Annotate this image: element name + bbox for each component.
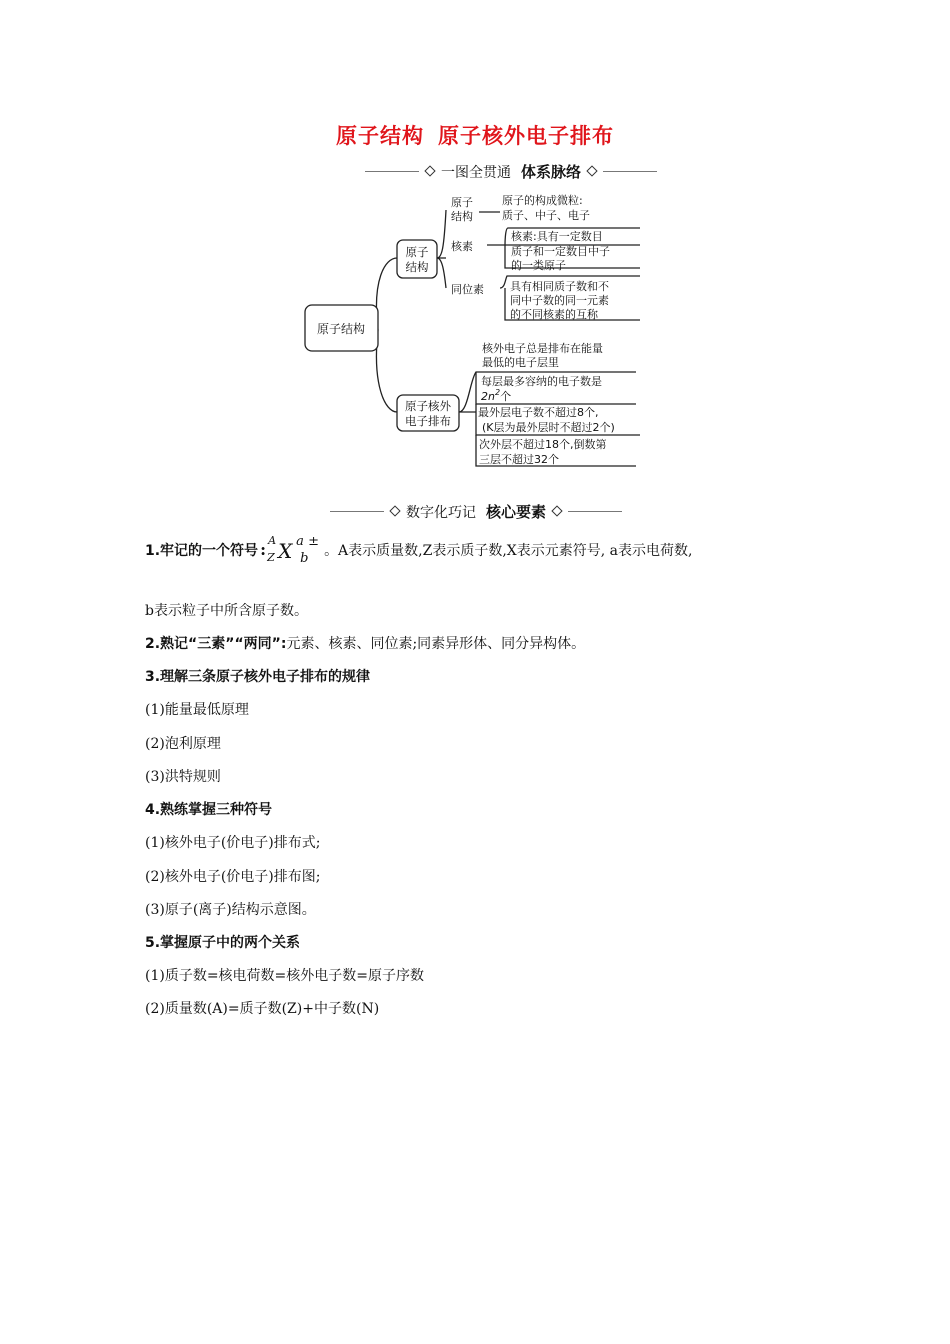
point-3-item: (1)能量最低原理 [145, 702, 249, 718]
point-5-item: (2)质量数(A)=质子数(Z)+中子数(N) [145, 1001, 380, 1017]
diamond-icon [389, 505, 400, 516]
point-text: 元素、核素、同位素;同素异形体、同分异构体。 [286, 636, 586, 652]
leaf-text: 同中子数的同一元素 [510, 294, 609, 307]
mind-map [0, 0, 950, 480]
divider-line [568, 511, 622, 512]
title-part1: 原子结构 [336, 124, 424, 148]
sub-label: 核素 [451, 240, 473, 253]
divider-line [330, 511, 384, 512]
point-5-item: (1)质子数=核电荷数=核外电子数=原子序数 [145, 968, 425, 984]
branch-label: 原子核外 [405, 399, 451, 413]
point-2 [145, 633, 585, 653]
divider-label: 数字化巧记 核心要素 [406, 502, 547, 521]
point-1 [145, 534, 692, 568]
branch-label: 电子排布 [405, 414, 451, 428]
leaf-text: $2n^2$个 [481, 388, 512, 403]
leaf-text: 最低的电子层里 [482, 356, 559, 369]
point-1-cont: b表示粒子中所含原子数。 [145, 603, 308, 619]
branch-label: 原子 [405, 245, 429, 259]
leaf-text: 每层最多容纳的电子数是 [481, 375, 602, 388]
sub-label: 同位素 [451, 283, 484, 296]
point-heading: 2.熟记“三素”“两同”: [145, 636, 287, 652]
leaf-text: 核外电子总是排布在能量 [482, 342, 603, 355]
nuclide-symbol: : A Z X a ± b [260, 534, 319, 566]
leaf-text: 三层不超过32个 [479, 453, 559, 466]
point-3-item: (2)泡利原理 [145, 736, 221, 752]
point-5-heading: 5.掌握原子中的两个关系 [145, 935, 301, 951]
sub-label: 原子 [451, 196, 473, 209]
point-text: 。A表示质量数,Z表示质子数,X表示元素符号, a表示电荷数, [324, 543, 693, 559]
leaf-text: 具有相同质子数和不 [510, 280, 609, 293]
point-4-item: (1)核外电子(价电子)排布式; [145, 835, 321, 851]
point-3-item: (3)洪特规则 [145, 769, 221, 785]
section-divider-keypoints [330, 499, 622, 523]
leaf-text: 原子的构成微粒: [502, 194, 583, 207]
divider-label: 一图全贯通 体系脉络 [441, 162, 582, 181]
point-4-item: (3)原子(离子)结构示意图。 [145, 902, 316, 918]
branch-label: 结构 [405, 260, 429, 274]
leaf-text: 次外层不超过18个,倒数第 [479, 438, 607, 451]
diamond-icon [551, 505, 562, 516]
leaf-text: 质子和一定数目中子 [511, 245, 610, 258]
sub-label: 结构 [451, 210, 473, 223]
leaf-text: 质子、中子、电子 [502, 209, 590, 222]
point-3-heading: 3.理解三条原子核外电子排布的规律 [145, 669, 371, 685]
root-label: 原子结构 [316, 322, 366, 336]
title-part2: 原子核外电子排布 [438, 124, 614, 148]
leaf-text: (K层为最外层时不超过2个) [482, 421, 615, 434]
leaf-text: 的一类原子 [511, 259, 566, 272]
point-heading: 1.牢记的一个符号 [145, 543, 259, 559]
leaf-text: 最外层电子数不超过8个, [478, 406, 599, 419]
leaf-text: 的不同核素的互称 [510, 308, 598, 321]
leaf-text: 核素:具有一定数目 [511, 230, 603, 243]
point-4-item: (2)核外电子(价电子)排布图; [145, 869, 321, 885]
point-4-heading: 4.熟练掌握三种符号 [145, 802, 273, 818]
